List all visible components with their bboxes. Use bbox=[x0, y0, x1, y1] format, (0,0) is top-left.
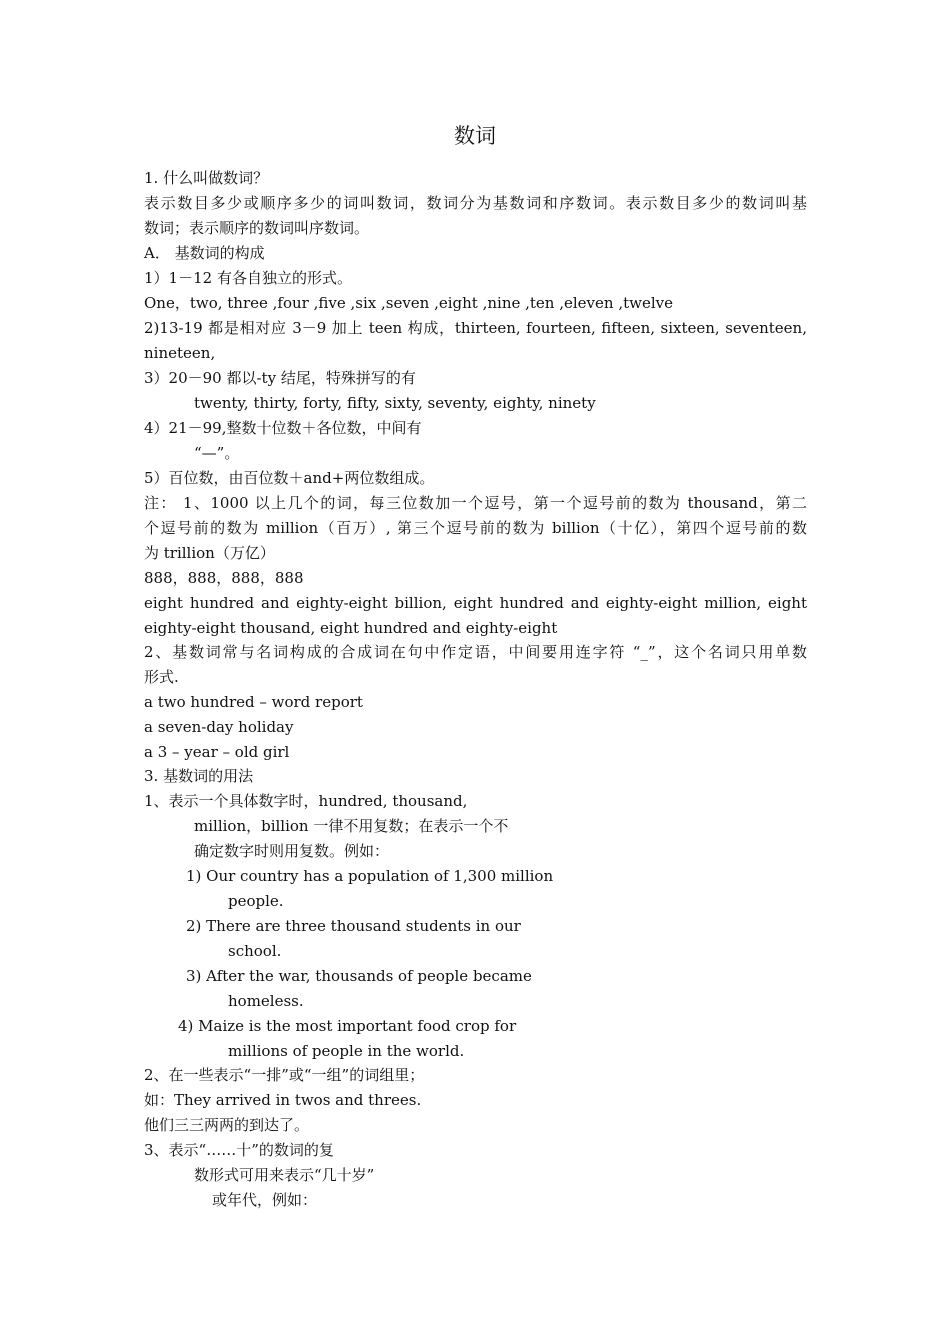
document-title: 数词 bbox=[454, 124, 496, 148]
note-compound-words-cont: 形式. bbox=[144, 668, 179, 686]
example-word-report: a two hundred – word report bbox=[144, 693, 363, 711]
note-compound-words: 2、基数词常与名词构成的合成词在句中作定语，中间要用连字符 “_”，这个名词只用单数 bbox=[144, 643, 807, 661]
example-sentence-4: 4) Maize is the most important food crop for bbox=[178, 1017, 517, 1035]
example-sentence-2-cont: school. bbox=[228, 942, 282, 960]
example-year-old: a 3 – year – old girl bbox=[144, 743, 290, 761]
example-sentence-4-cont: millions of people in the world. bbox=[228, 1042, 465, 1060]
list-item-1-12: 1）1－12 有各自独立的形式。 bbox=[144, 269, 352, 287]
usage-3: 3、表示“……十”的数词的复 bbox=[144, 1141, 334, 1159]
usage-3-cont-a: 数形式可用来表示“几十岁” bbox=[194, 1166, 375, 1184]
list-item-13-19-cont: nineteen, bbox=[144, 344, 216, 362]
example-one-twelve: One，two, three ,four ,five ,six ,seven ,eight ,nine ,ten ,eleven ,twelve bbox=[144, 294, 673, 312]
list-item-21-99: 4）21－99,整数十位数＋各位数，中间有 bbox=[144, 419, 422, 437]
usage-1-cont-a: million，billion 一律不用复数；在表示一个不 bbox=[194, 817, 509, 835]
example-sentence-2: 2) There are three thousand students in our bbox=[186, 917, 521, 935]
example-number-words-cont: eighty-eight thousand, eight hundred and eighty-eight bbox=[144, 619, 558, 637]
example-number: 888，888，888，888 bbox=[144, 569, 304, 587]
note-thousand: 注： 1、1000 以上几个的词，每三位数加一个逗号，第一个逗号前的数为 thousand，第二 bbox=[144, 494, 807, 512]
usage-2-translation: 他们三三两两的到达了。 bbox=[144, 1116, 310, 1134]
list-item-hundreds: 5）百位数，由百位数＋and+两位数组成。 bbox=[144, 469, 435, 487]
usage-3-cont-b: 或年代，例如： bbox=[212, 1191, 318, 1209]
example-tens: twenty, thirty, forty, fifty, sixty, seventy, eighty, ninety bbox=[194, 394, 596, 412]
paragraph-definition: 表示数目多少或顺序多少的词叫数词，数词分为基数词和序数词。表示数目多少的数词叫基 bbox=[144, 194, 807, 212]
heading-cardinal-usage: 3. 基数词的用法 bbox=[144, 767, 254, 785]
usage-2: 2、在一些表示“一排”或“一组”的词组里； bbox=[144, 1066, 425, 1084]
list-item-13-19: 2)13-19 都是相对应 3－9 加上 teen 构成，thirteen, fourteen, fifteen, sixteen, seventeen, bbox=[144, 319, 807, 337]
example-number-words: eight hundred and eighty-eight billion, eight hundred and eighty-eight million, eight bbox=[144, 594, 807, 612]
heading-cardinal-formation: A． 基数词的构成 bbox=[144, 244, 265, 262]
note-trillion: 为 trillion（万亿） bbox=[144, 544, 275, 562]
example-sentence-3-cont: homeless. bbox=[228, 992, 304, 1010]
list-item-21-99-cont: “—”。 bbox=[194, 444, 240, 462]
example-seven-day: a seven-day holiday bbox=[144, 718, 294, 736]
usage-1-cont-b: 确定数字时则用复数。例如： bbox=[194, 842, 390, 860]
usage-2-example: 如：They arrived in twos and threes. bbox=[144, 1091, 422, 1109]
paragraph-definition-cont: 数词；表示顺序的数词叫序数词。 bbox=[144, 219, 370, 237]
example-sentence-1: 1) Our country has a population of 1,300 million bbox=[186, 867, 554, 885]
example-sentence-1-cont: people. bbox=[228, 892, 284, 910]
heading-what-is-numeral: 1. 什么叫做数词？ bbox=[144, 169, 269, 187]
usage-1: 1、表示一个具体数字时，hundred, thousand, bbox=[144, 792, 468, 810]
list-item-20-90: 3）20－90 都以-ty 结尾，特殊拼写的有 bbox=[144, 369, 416, 387]
example-sentence-3: 3) After the war, thousands of people became bbox=[186, 967, 532, 985]
note-million-billion: 个逗号前的数为 million（百万）, 第三个逗号前的数为 billion（十亿），第四个逗号前的数 bbox=[144, 519, 807, 537]
